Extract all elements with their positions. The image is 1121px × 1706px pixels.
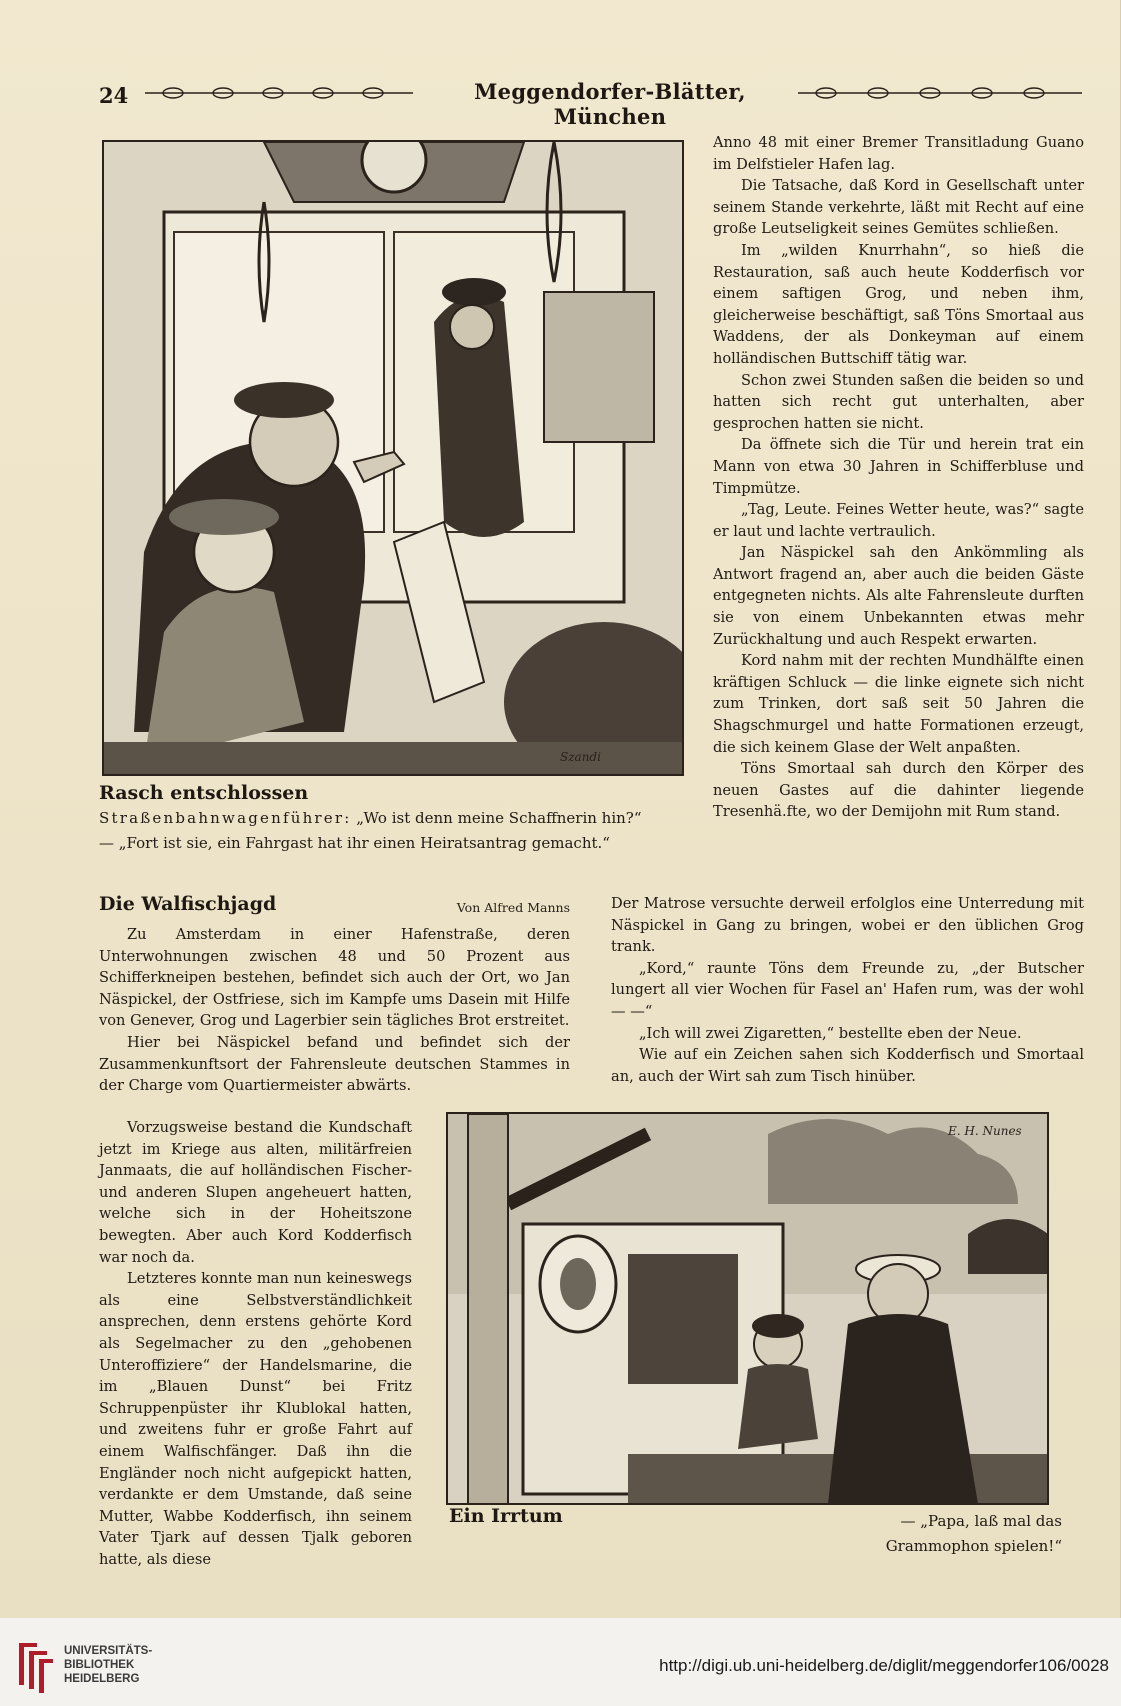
header-ornament-left <box>143 84 415 102</box>
paragraph: Letzteres konnte man nun keineswegs als eine Selbstverständlichkeit ansprechen, denn erstens gehörte Kord als Segelmacher zu den „gehobenen Unteroffiziere“ der Handelsmarine, die im „Blauen Dunst“ bei Fritz Schruppenpüster ihr Klublokal hatten, und zweitens fuhr er große Fahrt auf einem Walfischfänger. Daß ihn die Engländer noch nicht aufgepickt hatten, verdankte er dem Umstande, daß seine Mutter, Wabbe Kodderfisch, ihn seinem Vater Tjark auf dessen Tjalk geboren hatte, als diese <box>99 1270 412 1568</box>
paragraph: Anno 48 mit einer Bremer Transitladung Guano im Delfstieler Hafen lag. <box>713 134 1084 173</box>
caption-line-1: — „Papa, laß mal das <box>900 1512 1062 1530</box>
masthead-title: Meggendorfer-Blätter, München <box>474 79 746 129</box>
paragraph: Töns Smortaal sah durch den Körper des neuen Gastes auf die dahinter liegende Tresenhä.fte, wo der Demijohn mit Rum stand. <box>713 760 1084 821</box>
source-url-link[interactable]: http://digi.ub.uni-heidelberg.de/diglit/meggendorfer106/0028 <box>659 1656 1109 1675</box>
caption-quote-1: „Wo ist denn meine Schaffnerin hin?“ <box>356 809 642 827</box>
paragraph: Im „wilden Knurrhahn“, so hieß die Restauration, saß auch heute Kodderfisch vor einem saftigen Grog, und neben ihm, gleicherweise beschäftigt, saß Töns Smortaal aus Waddens, der als Donkeyman auf einem holländischen Buttschiff tätig war. <box>713 241 1084 367</box>
text-column-right-top <box>713 132 1084 823</box>
caption-title-ein-irrtum: Ein Irrtum <box>449 1505 563 1527</box>
caption-line-2: — „Fort ist sie, ein Fahrgast hat ihr einen Heiratsantrag gemacht.“ <box>99 834 610 852</box>
library-name <box>64 1644 152 1686</box>
paragraph: „Tag, Leute. Feines Wetter heute, was?“ sagte er laut und lachte vertraulich. <box>713 501 1084 540</box>
header-ornament-right <box>796 84 1084 102</box>
caption-line-2: Grammophon spielen!“ <box>885 1537 1062 1555</box>
artist-signature-szandi: Szandi <box>560 750 601 764</box>
paragraph: Der Matrose versuchte derweil erfolglos eine Unterredung mit Näspickel in Gang zu bringen, wobei er den üblichen Grog trank. <box>611 895 1084 956</box>
paragraph: Wie auf ein Zeichen sahen sich Kodderfisch und Smortaal an, auch der Wirt sah zum Tisch hinüber. <box>611 1046 1084 1085</box>
artist-signature-nunes: E. H. Nunes <box>948 1124 1022 1138</box>
paragraph: „Kord,“ raunte Töns dem Freunde zu, „der Butscher lungert all vier Wochen für Fasel an' Hafen rum, was der wohl — —“ <box>611 959 1084 1020</box>
paragraph: Die Tatsache, daß Kord in Gesellschaft unter seinem Stande verkehrte, läßt mit Recht auf eine große Leutseligkeit seines Gemütes schließen. <box>713 177 1084 238</box>
paragraph: Jan Näspickel sah den Ankömmling als Antwort fragend an, aber auch die beiden Gäste entgegneten nichts. Als alte Fahrensleute durften sie von einem Unbekannten etwas mehr Zurückhaltung und auch Respekt erwarten. <box>713 544 1084 648</box>
paragraph: „Ich will zwei Zigaretten,“ bestellte eben der Neue. <box>639 1024 1022 1042</box>
paragraph: Zu Amsterdam in einer Hafenstraße, deren Unterwohnungen zwischen 48 und 50 Prozent aus Schifferkneipen bestehen, befindet sich auch der Ort, wo Jan Näspickel, der Ostfriese, sich im Kampfe ums Dasein mit Hilfe von Genever, Grog und Lagerbier sein tägliches Brot erstreitet. <box>99 926 570 1030</box>
illustration-tram-cartoon <box>102 140 684 776</box>
paragraph: Kord nahm mit der rechten Mundhälfte einen kräftigen Schluck — die linke eignete sich nicht zum Trinken, dort saß seit 50 Jahren die Shagschmurgel und hatte Formationen erzeugt, die sich keinem Glase der Welt anpaßten. <box>713 652 1084 756</box>
paragraph: Da öffnete sich die Tür und herein trat ein Mann von etwa 30 Jahren in Schifferbluse und Timpmütze. <box>713 436 1084 497</box>
illustration-ship-cartoon <box>446 1112 1049 1505</box>
library-line-3: HEIDELBERG <box>64 1673 140 1685</box>
caption-speaker: Straßenbahnwagenführer: <box>99 809 352 827</box>
library-line-2: BIBLIOTHEK <box>64 1659 135 1671</box>
caption-title-rasch-entschlossen: Rasch entschlossen <box>99 782 309 804</box>
text-column-left-middle <box>99 924 570 1097</box>
text-column-right-middle <box>611 893 1084 1087</box>
paragraph: Vorzugsweise bestand die Kundschaft jetzt im Kriege aus alten, militärfreien Janmaats, die auf holländischen Fischer- und anderen Slupen angeheuert hatten, welche sich in der Hoheitszone bewegten. Aber auch Kord Kodderfisch war noch da. <box>99 1119 412 1266</box>
paragraph: Hier bei Näspickel befand und befindet sich der Zusammenkunftsort der Fahrensleute deutschen Stammes in der Charge vom Quartiermeister abwärts. <box>99 1033 570 1095</box>
tram-drawing <box>104 142 684 776</box>
paragraph: Schon zwei Stunden saßen die beiden so und hatten sich recht gut unterhalten, aber gesprochen hatten sie nicht. <box>713 371 1084 432</box>
article-title: Die Walfischjagd <box>99 893 277 915</box>
heidelberg-library-logo-icon <box>13 1637 59 1695</box>
text-column-left-bottom <box>99 1117 412 1570</box>
ship-drawing <box>448 1114 1049 1505</box>
article-author: Von Alfred Manns <box>456 900 570 915</box>
caption-line-1 <box>99 809 689 827</box>
page-number: 24 <box>99 83 129 108</box>
library-line-1: UNIVERSITÄTS- <box>64 1645 153 1657</box>
